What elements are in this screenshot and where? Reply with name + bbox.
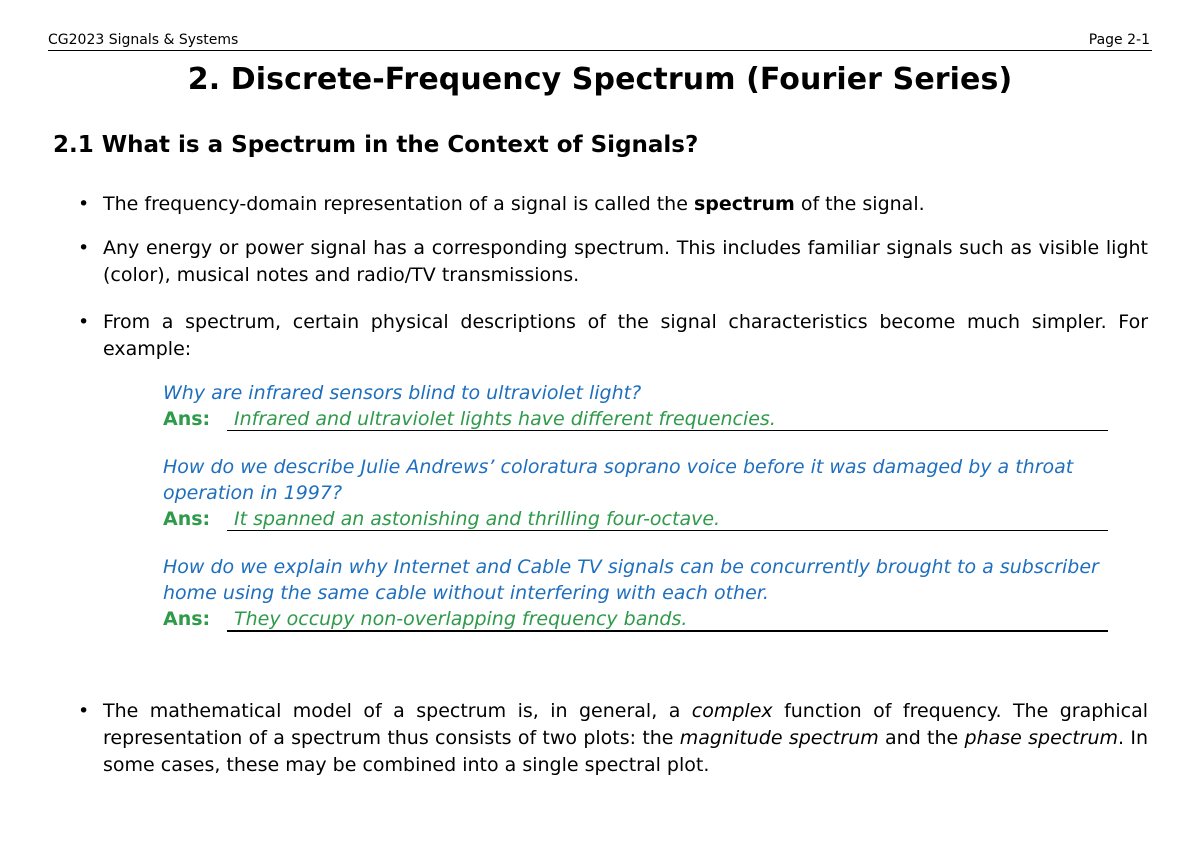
answer-text: They occupy non-overlapping frequency bands.: [234, 608, 688, 630]
bullet-item: [78, 309, 1148, 363]
qa-block: [163, 454, 1108, 532]
question-text: Why are infrared sensors blind to ultraviolet light?: [163, 382, 642, 404]
answer-row: [163, 406, 1108, 432]
bullet-icon: •: [78, 311, 90, 333]
bullet-item: [78, 698, 1148, 779]
question-text: How do we explain why Internet and Cable TV signals can be concurrently brought to a subscriber home using the same cable without interfering with each other.: [163, 556, 1099, 604]
section-title: 2.1 What is a Spectrum in the Context of Signals?: [53, 132, 699, 158]
answer-row: [163, 506, 1108, 532]
bullet-text: Any energy or power signal has a corresponding spectrum. This includes familiar signals such as visible light (color), musical notes and radio/TV transmissions.: [103, 237, 1148, 286]
bullet-item: [78, 191, 1148, 218]
answer-label: Ans:: [163, 508, 211, 530]
bullet-icon: •: [78, 700, 90, 722]
answer-row: [163, 606, 1108, 632]
bullet-text: From a spectrum, certain physical descriptions of the signal characteristics become much simpler. For example:: [103, 311, 1148, 360]
answer-label: Ans:: [163, 408, 211, 430]
qa-block: [163, 380, 1108, 432]
bullet-icon: •: [78, 193, 90, 215]
question-text: How do we describe Julie Andrews’ coloratura soprano voice before it was damaged by a throat operation in 1997?: [163, 456, 1074, 504]
bullet-text: The frequency-domain representation of a signal is called the spectrum of the signal.: [103, 193, 925, 215]
bullet-text: The mathematical model of a spectrum is, in general, a complex function of frequency. The graphical representation of a spectrum thus consists of two plots: the magnitude spectrum and the phase spectrum. In some cases, these may be combined into a single spectral plot.: [103, 700, 1149, 776]
answer-text: It spanned an astonishing and thrilling four-octave.: [234, 508, 721, 530]
qa-block: [163, 554, 1108, 632]
page-header: [48, 30, 1152, 51]
answer-label: Ans:: [163, 608, 211, 630]
chapter-title: 2. Discrete-Frequency Spectrum (Fourier Series): [187, 62, 1013, 97]
course-title: CG2023 Signals & Systems: [48, 32, 239, 48]
page-number: Page 2-1: [1088, 32, 1150, 48]
bullet-item: [78, 235, 1148, 289]
answer-text: Infrared and ultraviolet lights have different frequencies.: [234, 408, 776, 430]
bullet-icon: •: [78, 237, 90, 259]
